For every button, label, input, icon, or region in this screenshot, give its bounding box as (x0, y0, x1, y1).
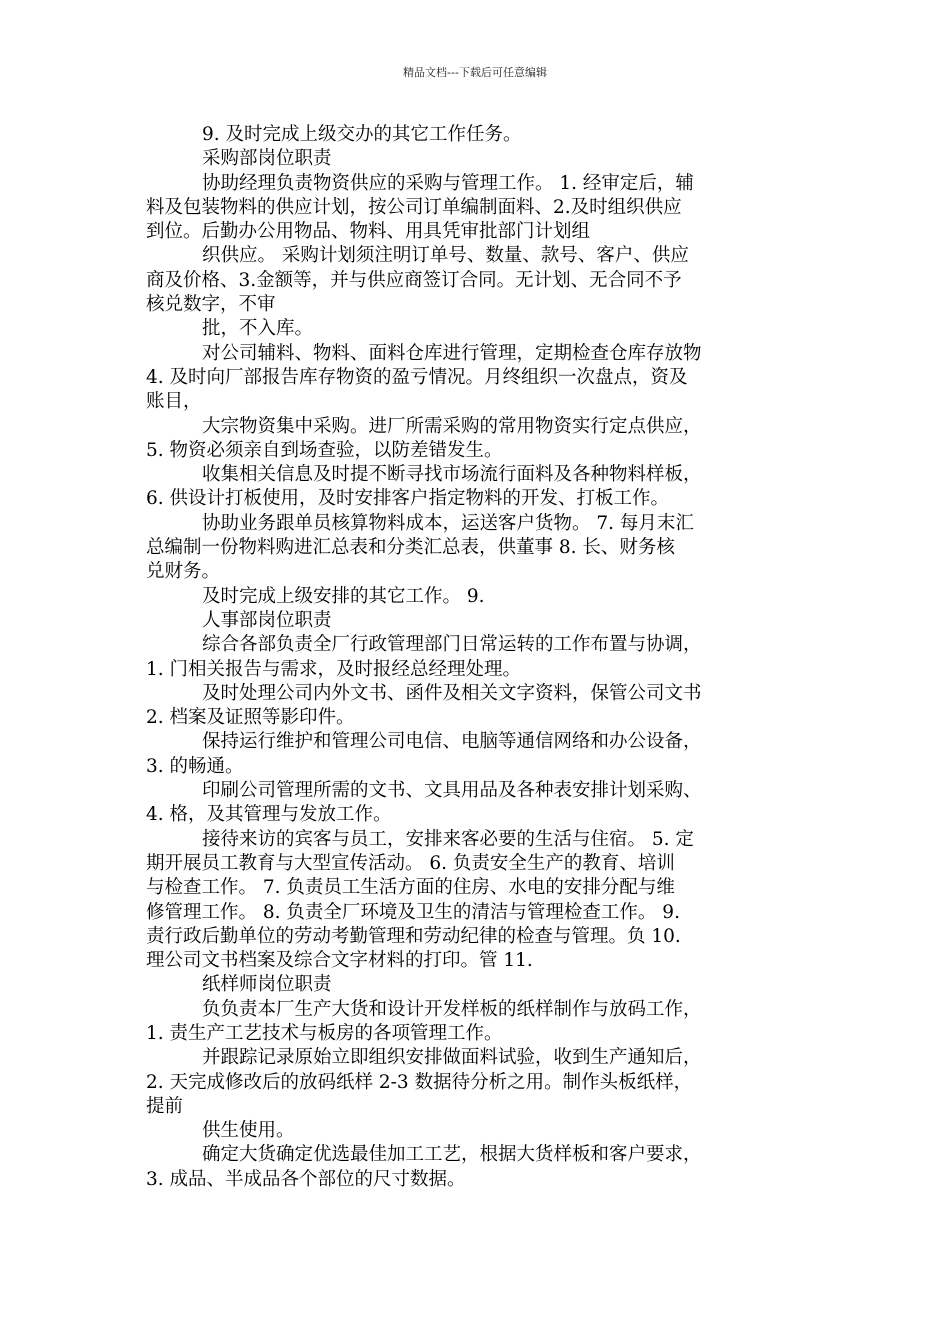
text-line: 2. 档案及证照等影印件。 (146, 707, 355, 729)
text-line: 批，不入库。 (202, 318, 314, 340)
text-line: 与检查工作。 7. 负责员工生活方面的住房、水电的安排分配与维 (146, 877, 675, 899)
text-line: 并跟踪记录原始立即组织安排做面料试验，收到生产通知后， (202, 1047, 702, 1069)
text-line: 6. 供设计打板使用，及时安排客户指定物料的开发、打板工作。 (146, 488, 670, 510)
text-line: 3. 的畅通。 (146, 755, 244, 777)
text-line: 供生使用。 (202, 1120, 295, 1142)
text-line: 对公司辅料、物料、面料仓库进行管理，定期检查仓库存放物 (202, 342, 702, 364)
text-line: 9. 及时完成上级交办的其它工作任务。 (202, 124, 522, 145)
paragraph (146, 973, 811, 997)
text-line: 综合各部负责全厂行政管理部门日常运转的工作布置与协调， (202, 634, 702, 656)
paragraph (146, 585, 811, 609)
paragraph (146, 147, 811, 171)
text-line: 收集相关信息及时提不断寻找市场流行面料及各种物料样板， (202, 464, 702, 486)
text-line: 接待来访的宾客与员工，安排来客必要的生活与住宿。 5. 定 (202, 828, 694, 850)
text-line: 到位。后勤办公用物品、物料、用具凭审批部门计划组 (146, 221, 591, 243)
paragraph (146, 463, 811, 512)
paragraph (146, 172, 811, 245)
text-line: 人事部岗位职责 (202, 609, 332, 631)
text-line: 2. 天完成修改后的放码纸样 2-3 数据待分析之用。制作头板纸样， (146, 1071, 693, 1093)
paragraph (146, 123, 811, 147)
text-line: 负负责本厂生产大货和设计开发样板的纸样制作与放码工作， (202, 998, 702, 1020)
paragraph (146, 1143, 811, 1192)
paragraph (146, 730, 811, 779)
text-line: 及时完成上级安排的其它工作。 9. (202, 585, 485, 607)
text-line: 4. 格，及其管理与发放工作。 (146, 804, 392, 826)
paragraph (146, 779, 811, 828)
text-line: 协助经理负责物资供应的采购与管理工作。 1. 经审定后，辅 (202, 172, 694, 194)
text-line: 确定大货确定优选最佳加工工艺，根据大货样板和客户要求， (202, 1144, 702, 1166)
document-body (146, 123, 811, 1192)
text-line: 理公司文书档案及综合文字材料的打印。管 11. (146, 950, 533, 972)
text-line: 织供应。 采购计划须注明订单号、数量、款号、客户、供应 (202, 245, 689, 267)
text-line: 印刷公司管理所需的文书、文具用品及各种表安排计划采购、 (202, 780, 702, 802)
text-line: 3. 成品、半成品各个部位的尺寸数据。 (146, 1168, 466, 1190)
text-line: 5. 物资必须亲自到场查验，以防差错发生。 (146, 439, 503, 461)
text-line: 商及价格、3.金额等，并与供应商签订合同。无计划、无合同不予 (146, 269, 682, 291)
text-line: 总编制一份物料购进汇总表和分类汇总表，供董事 8. 长、财务核 (146, 537, 675, 559)
text-line: 期开展员工教育与大型宣传活动。 6. 负责安全生产的教育、培训 (146, 852, 675, 874)
text-line: 账目， (146, 391, 202, 413)
text-line: 1. 门相关报告与需求，及时报经总经理处理。 (146, 658, 522, 680)
text-line: 纸样师岗位职责 (202, 974, 332, 996)
text-line: 协助业务跟单员核算物料成本，运送客户货物。 7. 每月末汇 (202, 512, 694, 534)
paragraph (146, 998, 811, 1047)
text-line: 1. 责生产工艺技术与板房的各项管理工作。 (146, 1022, 503, 1044)
paragraph (146, 609, 811, 633)
paragraph (146, 317, 811, 341)
text-line: 及时处理公司内外文书、函件及相关文字资料，保管公司文书 (202, 682, 702, 704)
paragraph (146, 682, 811, 731)
text-line: 兑财务。 (146, 561, 221, 583)
paragraph (146, 633, 811, 682)
text-line: 大宗物资集中采购。进厂所需采购的常用物资实行定点供应， (202, 415, 702, 437)
text-line: 4. 及时向厂部报告库存物资的盈亏情况。月终组织一次盘点，资及 (146, 366, 688, 388)
paragraph (146, 244, 811, 317)
text-line: 保持运行维护和管理公司电信、电脑等通信网络和办公设备， (202, 731, 702, 753)
text-line: 采购部岗位职责 (202, 148, 332, 170)
page-header: 精品文档---下载后可任意编辑 (403, 66, 547, 79)
text-line: 责行政后勤单位的劳动考勤管理和劳动纪律的检查与管理。负 10. (146, 925, 681, 947)
paragraph (146, 1046, 811, 1119)
paragraph (146, 512, 811, 585)
text-line: 核兑数字，不审 (146, 294, 276, 316)
paragraph (146, 828, 811, 974)
text-line: 修管理工作。 8. 负责全厂环境及卫生的清洁与管理检查工作。 9. (146, 901, 680, 923)
paragraph (146, 342, 811, 415)
text-line: 料及包装物料的供应计划，按公司订单编制面料、2.及时组织供应 (146, 196, 682, 218)
text-line: 提前 (146, 1095, 184, 1117)
paragraph (146, 1119, 811, 1143)
paragraph (146, 415, 811, 464)
